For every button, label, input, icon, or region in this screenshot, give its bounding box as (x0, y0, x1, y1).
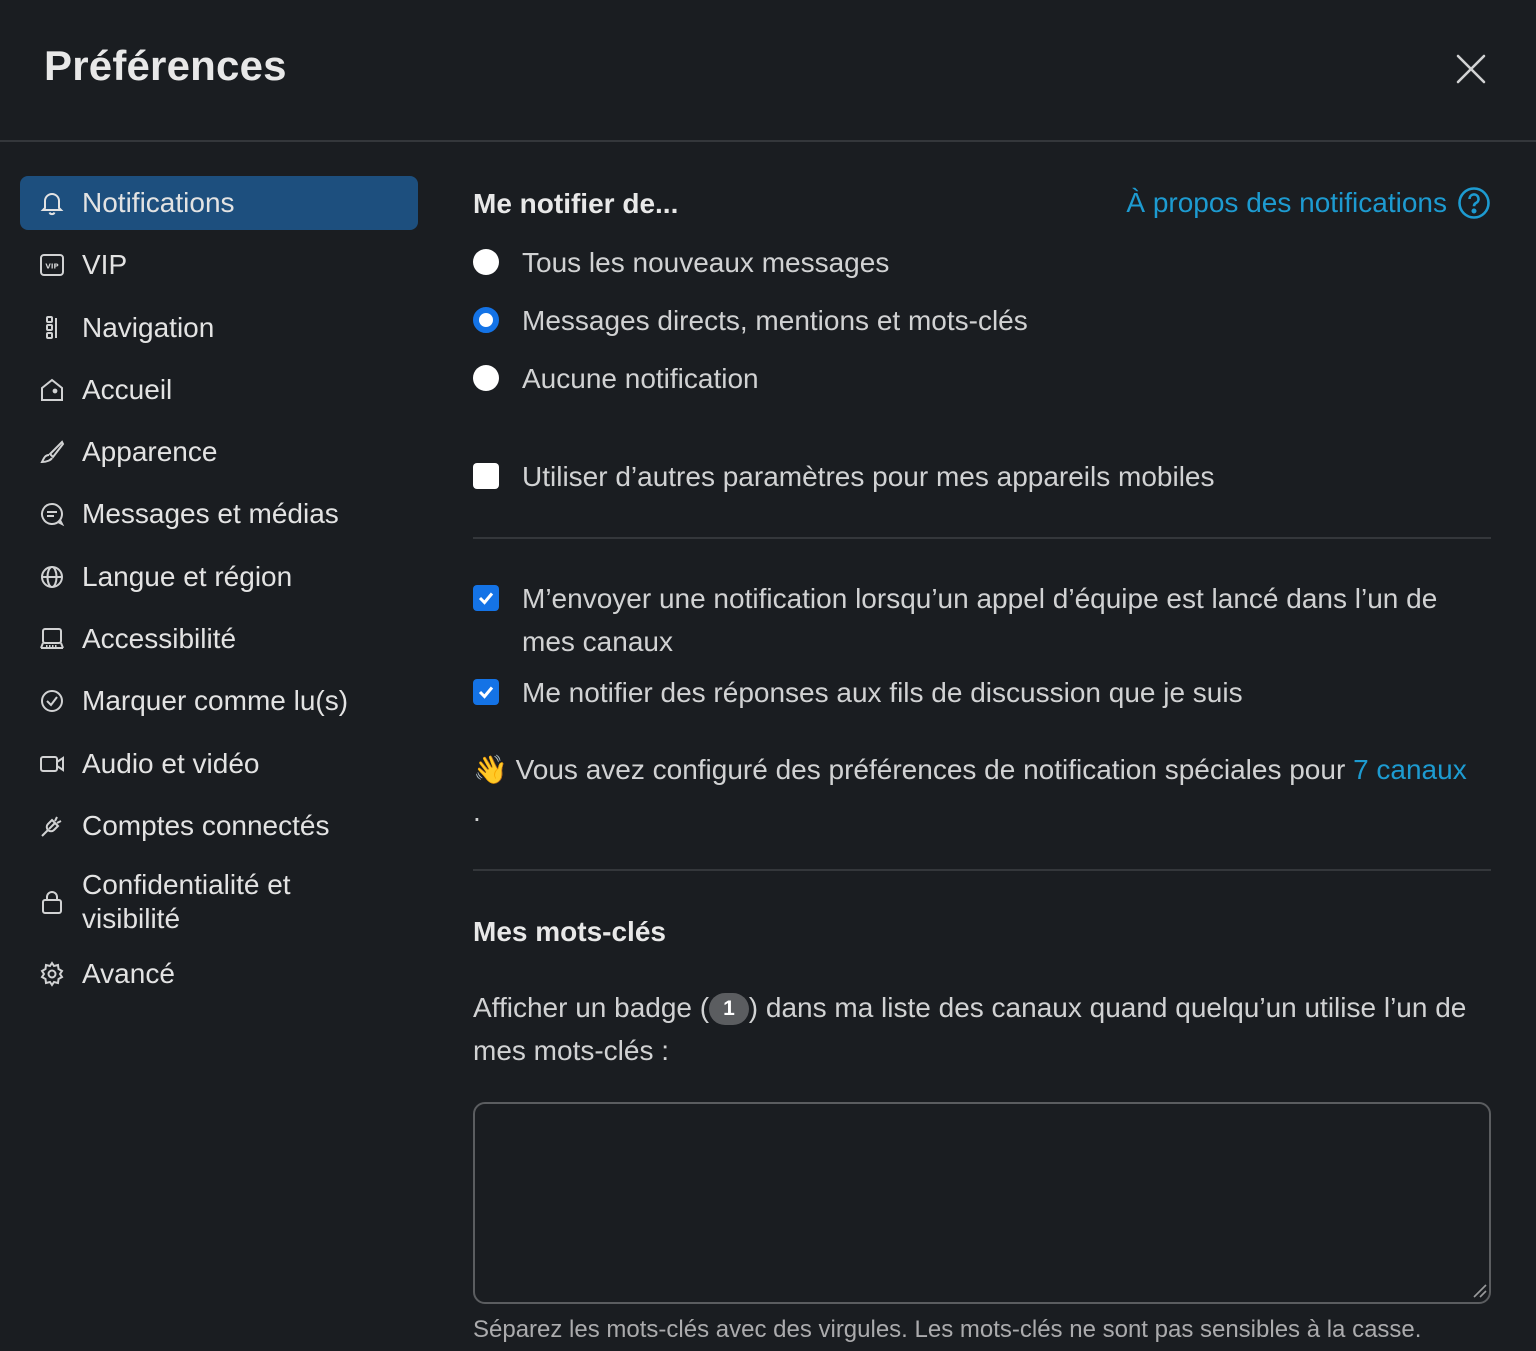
radio-all-label: Tous les nouveaux messages (522, 247, 890, 278)
radio-option-none[interactable] (473, 357, 1482, 400)
sidebar-item-label: Langue et région (82, 560, 293, 592)
sidebar-item-label: Apparence (82, 436, 218, 468)
mobile-settings-checkbox[interactable] (473, 463, 499, 489)
bell-icon (38, 189, 66, 217)
sidebar-item-navigation[interactable] (20, 301, 418, 355)
lock-icon (38, 888, 66, 916)
close-button[interactable] (1448, 46, 1494, 92)
keywords-desc-after: ) dans ma liste des canaux quand quelqu’un utilise l’un de mes mots-clés : (473, 992, 1467, 1066)
checkmark-icon (476, 682, 496, 702)
checkmark-icon (476, 588, 496, 608)
radio-option-all[interactable] (473, 241, 1482, 284)
vip-icon (38, 251, 66, 279)
keywords-input[interactable] (473, 1102, 1491, 1304)
close-icon (1456, 54, 1486, 84)
keyboard-icon (38, 625, 66, 653)
sidebar-item-label: Messages et médias (82, 498, 339, 530)
notify-heading: Me notifier de... (473, 188, 679, 219)
keywords-description (473, 986, 1491, 1072)
sidebar-item-language-region[interactable] (20, 550, 418, 604)
sidebar-item-notifications[interactable] (20, 176, 418, 230)
radio-none-label: Aucune notification (522, 363, 759, 394)
about-notifications-label: À propos des notifications (1126, 187, 1447, 218)
navigation-icon (38, 314, 66, 342)
radio-direct-label: Messages directs, mentions et mots-clés (522, 305, 1028, 336)
keywords-hint: Séparez les mots-clés avec des virgules. Les mots-clés ne sont pas sensibles à la casse. (473, 1316, 1422, 1343)
about-notifications-link[interactable] (1126, 186, 1491, 220)
video-icon (38, 750, 66, 778)
sidebar-item-label: Avancé (82, 958, 175, 990)
help-circle-icon (1457, 186, 1491, 220)
keywords-heading: Mes mots-clés (473, 916, 666, 947)
sidebar-item-mark-as-read[interactable] (20, 674, 418, 728)
message-icon (38, 500, 66, 528)
sidebar-item-vip[interactable] (20, 238, 418, 292)
dialog-header (0, 0, 1536, 142)
divider (473, 537, 1491, 539)
sidebar-item-label: Confidentialité et visibilité (82, 869, 291, 935)
home-icon (38, 376, 66, 404)
sidebar-item-label: Navigation (82, 311, 215, 343)
sidebar-item-connected-accounts[interactable] (20, 799, 418, 853)
mobile-settings-label: Utiliser d’autres paramètres pour mes appareils mobiles (522, 461, 1215, 492)
sidebar-item-advanced[interactable] (20, 947, 418, 1001)
sidebar-item-label: Accessibilité (82, 623, 237, 655)
mention-badge: 1 (709, 993, 749, 1025)
sidebar-item-label: Audio et vidéo (82, 747, 260, 779)
radio-none[interactable] (473, 365, 499, 391)
threads-checkbox[interactable] (473, 679, 499, 705)
divider (473, 869, 1491, 871)
radio-direct[interactable] (473, 307, 499, 333)
sidebar-item-label: Comptes connectés (82, 809, 330, 841)
sidebar-item-privacy-visibility[interactable] (20, 861, 418, 943)
sidebar-item-label: Marquer comme lu(s) (82, 685, 349, 717)
sidebar-item-home[interactable] (20, 363, 418, 417)
page-title: Préférences (44, 42, 287, 89)
threads-option[interactable] (473, 671, 1482, 714)
sidebar-item-label: Notifications (82, 187, 235, 218)
huddle-option[interactable] (473, 577, 1482, 663)
radio-option-direct[interactable] (473, 299, 1482, 342)
radio-all[interactable] (473, 249, 499, 275)
mobile-settings-option[interactable] (473, 455, 1482, 498)
trailing-period: . (473, 796, 481, 827)
keywords-desc-before: Afficher un badge ( (473, 992, 710, 1023)
resize-handle-icon[interactable] (1473, 1284, 1487, 1298)
plug-icon (38, 812, 66, 840)
special-preferences-text: Vous avez configuré des préférences de notification spéciales pour (515, 754, 1346, 785)
huddle-checkbox[interactable] (473, 585, 499, 611)
huddle-label: M’envoyer une notification lorsqu’un appel d’équipe est lancé dans l’un de mes canaux (522, 583, 1438, 657)
sidebar-item-label: VIP (82, 249, 128, 281)
sidebar-item-appearance[interactable] (20, 425, 418, 479)
svg-text:VIP: VIP (45, 262, 59, 271)
sidebar-item-audio-video[interactable] (20, 737, 418, 791)
channels-link[interactable]: 7 canaux (1353, 754, 1467, 785)
globe-icon (38, 563, 66, 591)
waving-hand-icon: 👋 (473, 754, 508, 785)
threads-label: Me notifier des réponses aux fils de discussion que je suis (522, 677, 1243, 708)
check-circle-icon (38, 687, 66, 715)
sidebar-item-label: Accueil (82, 373, 173, 405)
paintbrush-icon (38, 438, 66, 466)
gear-icon (38, 960, 66, 988)
sidebar-item-messages-media[interactable] (20, 487, 418, 541)
sidebar (20, 176, 418, 1010)
sidebar-item-accessibility[interactable] (20, 612, 418, 666)
special-preferences-line (473, 748, 1491, 791)
